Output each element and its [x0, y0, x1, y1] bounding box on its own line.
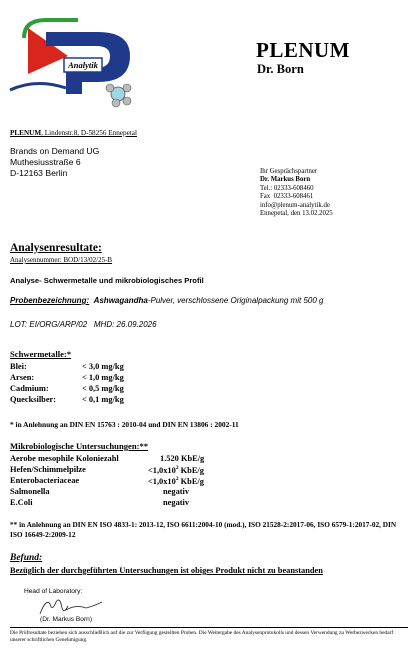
head-of-lab-label: Head of Laboratory: [24, 588, 83, 595]
heavy-metals-heading: Schwermetalle:* [10, 349, 72, 359]
metal-value: < 0,5 mg/kg [82, 384, 124, 393]
micro-value: negativ [163, 498, 190, 507]
micro-heading: Mikrobiologische Untersuchungen:** [10, 441, 149, 451]
metal-name: Arsen: [10, 373, 35, 382]
logo-text: Analytik [68, 60, 98, 70]
micro-name: Salmonella [10, 487, 50, 496]
plenum-analytik-logo [6, 8, 136, 108]
footer-divider [10, 627, 408, 628]
contact-block [260, 168, 333, 218]
company-name: PLENUM [256, 38, 350, 62]
results-heading: Analysenresultate: [10, 242, 102, 254]
analysis-title: Analyse- Schwermetalle und mikrobiologisches Profil [10, 276, 204, 285]
micro-value: $<1,0x10^2$ KbE/g [148, 465, 204, 475]
micro-name: Hefen/Schimmelpilze [10, 465, 86, 474]
doctor-name: Dr. Born [257, 62, 304, 76]
recipient-address [10, 146, 99, 179]
micro-name: Enterobacteriaceae [10, 476, 80, 485]
contact-name: Dr. Markus Born [260, 176, 311, 184]
recipient-line: Muthesiusstraße 6 [10, 157, 81, 167]
heavy-metals-note: * in Anlehnung an DIN EN 15763 : 2010-04 und DIN EN 13806 : 2002-11 [10, 420, 239, 429]
metal-value: < 3,0 mg/kg [82, 362, 124, 371]
contact-date: Ennepetal, den 13.02.2025 [260, 210, 333, 218]
conclusion-heading: Befund: [10, 553, 43, 563]
lot-info: LOT: EI/ORG/ARP/02 MHD: 26.09.2026 [10, 320, 157, 329]
contact-label: Ihr Gesprächspartner [260, 168, 318, 175]
recipient-line: D-12163 Berlin [10, 168, 68, 178]
recipient-line: Brands on Demand UG [10, 146, 100, 156]
sender-line: PLENUM, Lindenstr.8, D-58256 Ennepetal [10, 129, 137, 137]
metal-value: < 0,1 mg/kg [82, 395, 124, 404]
micro-note: ** in Anlehnung an DIN EN ISO 4833-1: 2013-12, ISO 6611:2004-10 (mod.), ISO 21528-2:2017-06, ISO 6579-1:2017-02, DIN ISO 16649-2:2009-12 [10, 520, 397, 539]
signer-name: (Dr. Markus Born) [40, 616, 93, 623]
contact-tel: Tel.: 02333-608460 [260, 184, 314, 192]
sample-designation: Probenbezeichnung: Ashwagandha-Pulver, verschlossene Originalpackung mit 500 g [10, 296, 324, 305]
micro-name: Aerobe mesophile Koloniezahl [10, 454, 119, 463]
footer-disclaimer: Die Prüfresultate beziehen sich ausschließlich auf die zur Verfügung gestellten Proben. Die Weitergabe des Analysenprotokolls und dessen Verwendung zu Werbezwecken bedarf unserer schriftlichen Genehmigung. [10, 630, 394, 644]
micro-name: E.Coli [10, 498, 33, 507]
metal-name: Quecksilber: [10, 395, 57, 404]
micro-value: 1.520 KbE/g [160, 454, 205, 463]
micro-value: negativ [163, 487, 190, 496]
metal-name: Blei: [10, 362, 27, 371]
metal-value: < 1,0 mg/kg [82, 373, 124, 382]
contact-email: info@plenum-analytik.de [260, 201, 330, 209]
conclusion-text: Bezüglich der durchgeführten Untersuchungen ist obiges Produkt nicht zu beanstanden [10, 566, 323, 575]
metal-name: Cadmium: [10, 384, 49, 393]
analysis-number: Analysennummer: BOD/13/02/25-B [10, 256, 113, 264]
contact-fax: Fax 02333-608461 [260, 193, 314, 201]
micro-value: $<1,0x10^2$ KbE/g [148, 476, 204, 486]
